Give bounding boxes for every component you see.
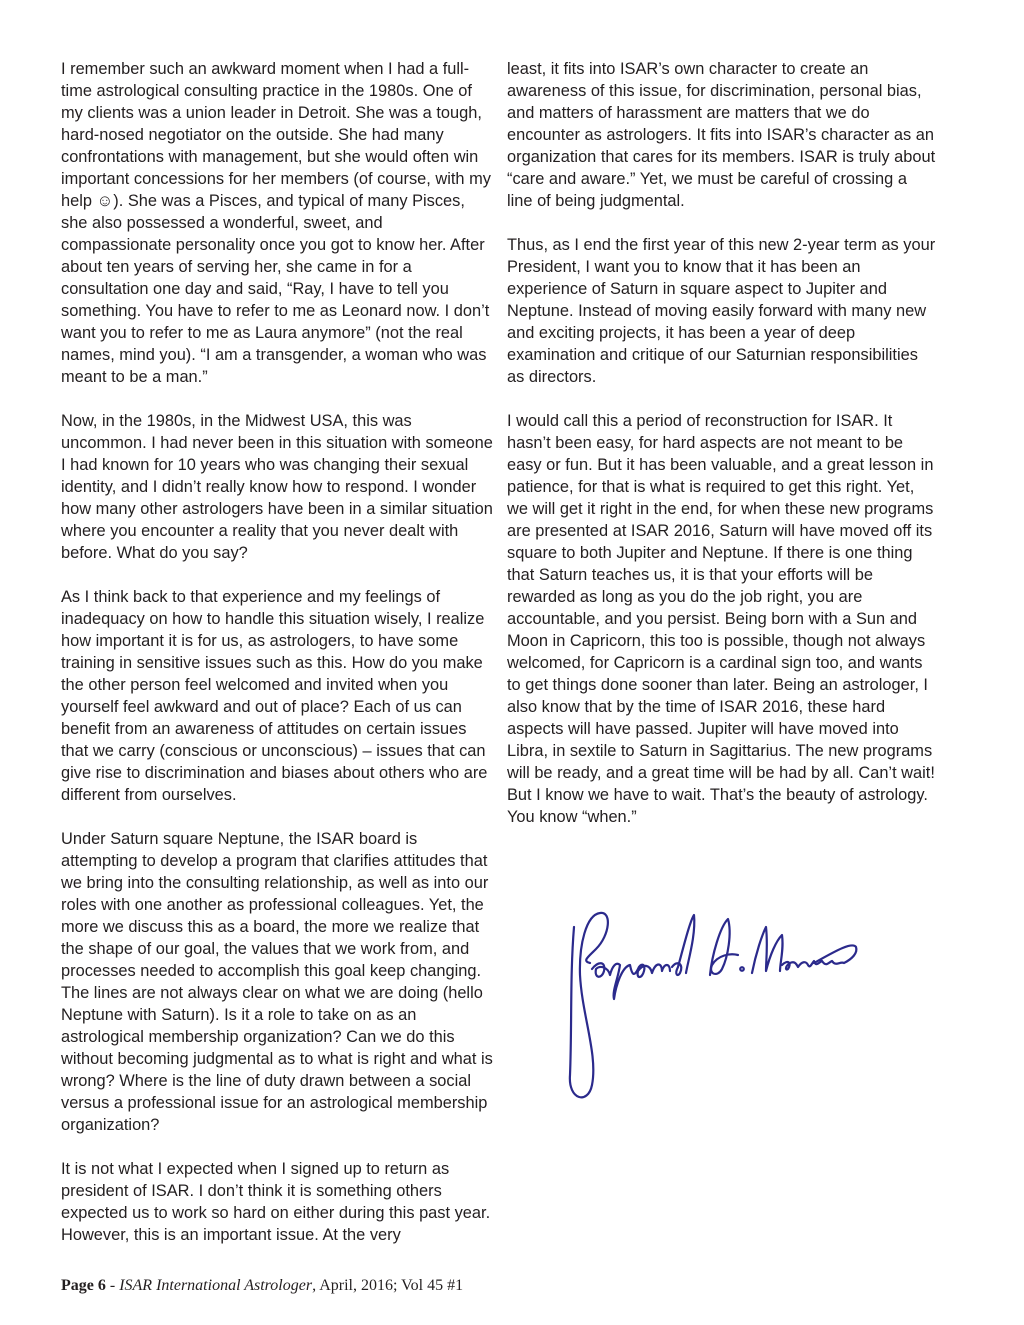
paragraph: Thus, as I end the first year of this new 2-year term as your President, I want you to know that it has been an experience of Saturn in square aspect to Jupiter and Neptune. Instead of moving easily forward with many new and exciting projects, it has been a year of deep examination and critique of our Saturnian responsibilities as directors. [507,236,936,386]
publication-title: ISAR International Astrologer [119,1277,313,1294]
footer-separator: - [105,1277,120,1294]
paragraph: I would call this a period of reconstruction for ISAR. It hasn’t been easy, for hard aspects are not meant to be easy or fun. But it has been valuable, and a great lesson in patience, for that is what is required to get this right. Yet, we will get it right in the end, for when these new programs are presented at ISAR 2016, Saturn will have moved off its square to both Jupiter and Neptune. If there is one thing that Saturn teaches us, it is that your efforts will be rewarded as long as you do the job right, you are accountable, and you persist. Being born with a Sun and Moon in Capricorn, this too is possible, though not always welcomed, for Capricorn is a cardinal sign too, and wants to get things done sooner than later. Being an astrologer, I also know that by the time of ISAR 2016, these hard aspects will have passed. Jupiter will have moved into Libra, in sextile to Saturn in Sagittarius. The new programs will be ready, and a great time will be had by all. Can’t wait! But I know we have to wait. That’s the beauty of astrology. You know “when.” [507,412,935,826]
paragraph: As I think back to that experience and my feelings of inadequacy on how to handle this situation wisely, I realize how important it is for us, as astrologers, to have some training in sensitive issues such as this. How do you make the other person feel welcomed and invited when you yourself feel awkward and out of place? Each of us can benefit from an awareness of attitudes on certain issues that we carry (conscious or unconscious) – issues that can give rise to discrimination and biases about others who are different from ourselves. [61,588,488,804]
signature-stroke [672,915,694,975]
right-column [507,58,937,850]
page-footer [61,1277,463,1295]
signature-stroke [592,963,670,999]
paragraph: It is not what I expected when I signed up to return as president of ISAR. I don’t think it is something others expected us to work so hard on either during this past year. However, this is an important issue. At the very [61,1160,491,1244]
signature-stroke [782,945,856,969]
paragraph: Under Saturn square Neptune, the ISAR board is attempting to develop a program that clarifies attitudes that we bring into the consulting relationship, as well as into our roles with one another as professional colleagues. Yet, the more we discuss this as a board, the more we realize that the shape of our goal, the values that we work from, and processes needed to accomplish this goal keep changing. The lines are not always clear on what we are doing (hello Neptune with Saturn). Is it a role to take on as an astrological membership organization? Can we do this without becoming judgmental as to what is right and what is wrong? Where is the line of duty drawn between a social versus a professional issue for an astrological membership organization? [61,830,493,1134]
signature-stroke [710,919,738,975]
signature-stroke [752,927,783,973]
paragraph: Now, in the 1980s, in the Midwest USA, this was uncommon. I had never been in this situation with someone I had known for 10 years who was changing their sexual identity, and I didn’t really know how to respond. I wonder how many other astrologers have been in a similar situation where you encounter a reality that you never dealt with before. What do you say? [61,412,493,562]
paragraph: I remember such an awkward moment when I had a full-time astrological consulting practice in the 1980s. One of my clients was a union leader in Detroit. She was a tough, hard-nosed negotiator on the outside. She had many confrontations with management, but she would often win important concessions for her members (of course, with my help ☺). She was a Pisces, and typical of many Pisces, she also possessed a wonderful, sweet, and compassionate personality once you got to know her. After about ten years of serving her, she came in for a consultation one day and said, “Ray, I have to tell you something. You have to refer to me as Leonard now. I don’t want you to refer to me as Laura anymore” (not the real names, mind you). “I am a transgender, a woman who was meant to be a man.” [61,60,491,386]
paragraph: least, it fits into ISAR’s own character to create an awareness of this issue, for discrimination, personal bias, and matters of harassment are matters that we do encounter as astrologers. It fits into ISAR’s character as an organization that cares for its members. ISAR is truly about “care and aware.” Yet, we must be careful of crossing a line of being judgmental. [507,60,936,210]
left-column [61,58,493,1268]
signature-stroke [740,967,744,971]
signature-image [552,905,862,1110]
signature-stroke [570,913,608,1097]
issue-info: , April, 2016; Vol 45 #1 [312,1277,464,1294]
page-number: Page 6 [61,1277,106,1294]
